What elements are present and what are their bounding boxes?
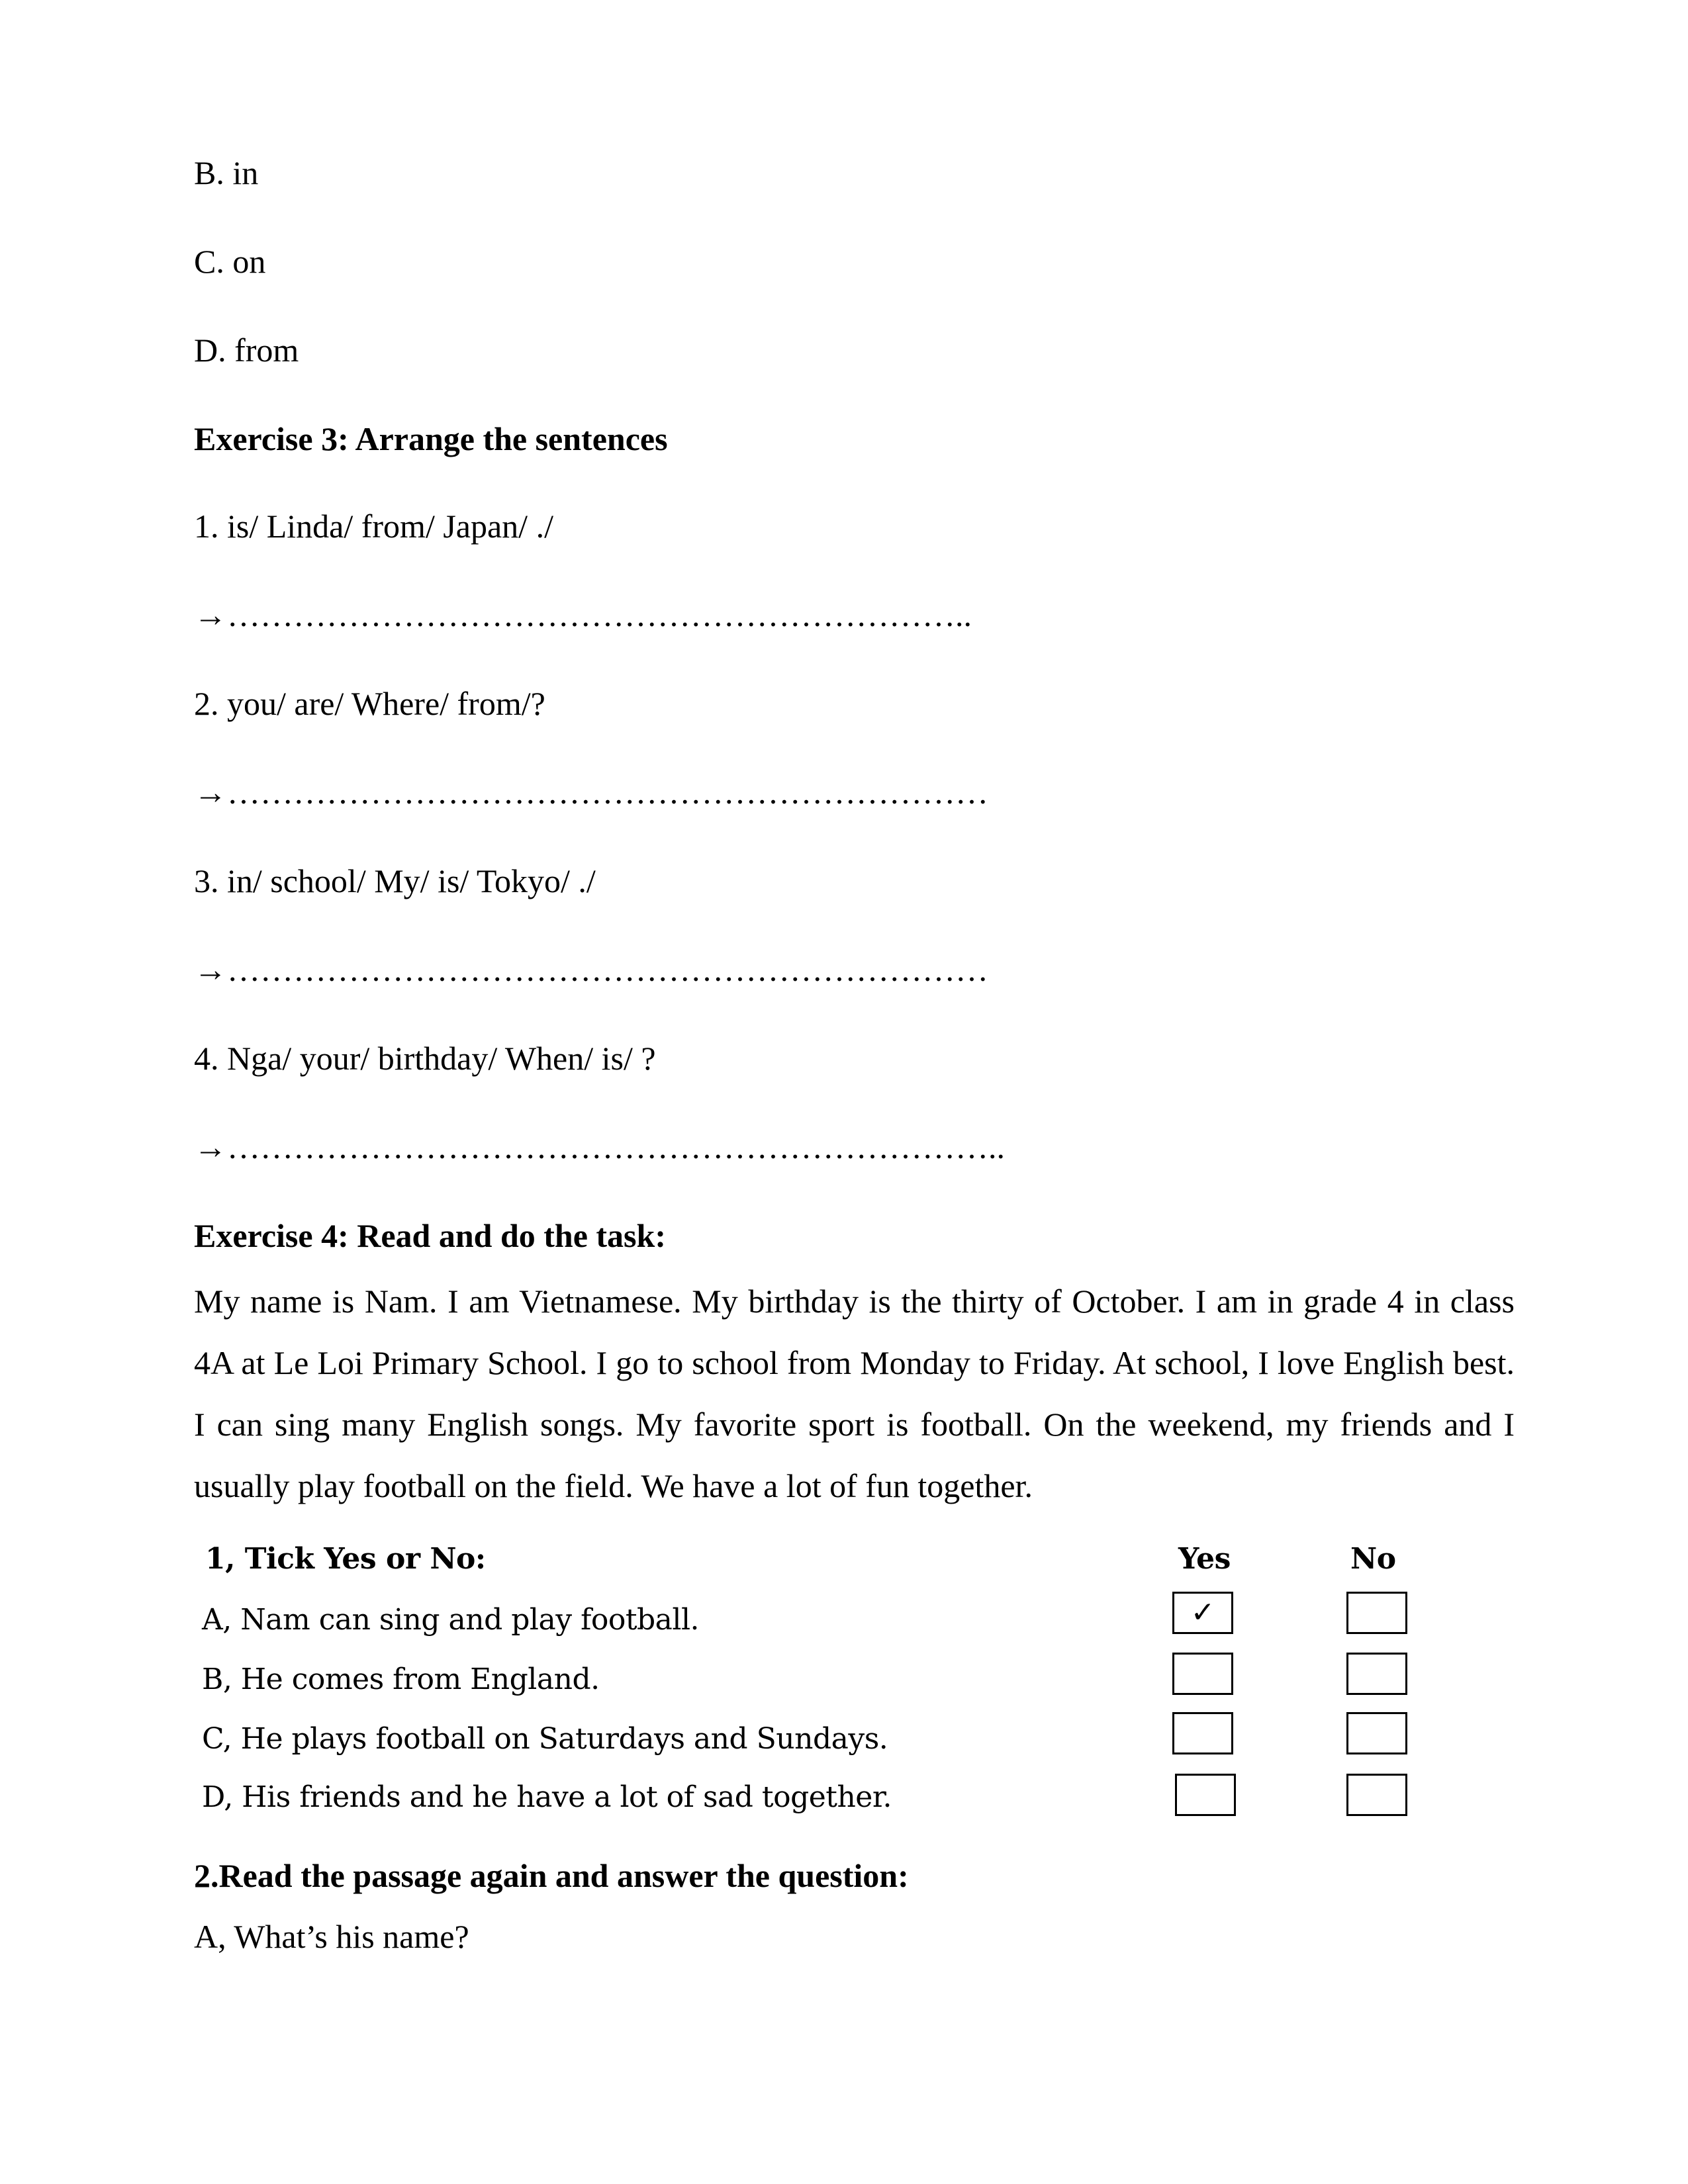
question-task-title: 2.Read the passage again and answer the question: xyxy=(194,1857,909,1894)
reading-passage: My name is Nam. I am Vietnamese. My birthday is the thirty of October. I am in grade 4 in class 4A at Le Loi Primary School. I go to school from Monday to Friday. At school, I love English best. I can sing many English songs. My favorite sport is football. On the weekend, my friends and I usually play football on the field. We have a lot of fun together. xyxy=(194,1283,1515,1504)
exercise3-item-2: 2. you/ are/ Where/ from/? xyxy=(194,685,545,722)
exercise3-title: Exercise 3: Arrange the sentences xyxy=(194,420,668,457)
yes-checkbox-c[interactable] xyxy=(1172,1712,1233,1754)
checkmark-icon: ✓ xyxy=(1190,1596,1215,1629)
no-column-header: No xyxy=(1350,1542,1396,1576)
answer-line-1[interactable]: →………………………………………………………….. xyxy=(194,596,972,633)
question-a: A, What’s his name? xyxy=(194,1918,469,1955)
statement-d: D, His friends and he have a lot of sad together. xyxy=(202,1780,892,1814)
checkmark-icon xyxy=(1174,1655,1231,1693)
yes-checkbox-a[interactable] xyxy=(1172,1592,1233,1634)
checkmark-icon xyxy=(1177,1776,1234,1814)
option-d: D. from xyxy=(194,332,299,369)
no-checkbox-a[interactable] xyxy=(1346,1592,1407,1634)
yes-column-header: Yes xyxy=(1178,1542,1231,1576)
checkmark-icon xyxy=(1348,1594,1405,1632)
tick-task-title: 1, Tick Yes or No: xyxy=(205,1542,486,1576)
checkmark-icon xyxy=(1174,1714,1231,1752)
statement-a: A, Nam can sing and play football. xyxy=(202,1603,700,1637)
checkmark-icon xyxy=(1348,1714,1405,1752)
checkmark-icon xyxy=(1348,1776,1405,1814)
no-checkbox-b[interactable] xyxy=(1346,1653,1407,1695)
no-checkbox-d[interactable] xyxy=(1346,1774,1407,1816)
answer-line-4[interactable]: →…………………………………………………………….. xyxy=(194,1128,1005,1165)
no-checkbox-c[interactable] xyxy=(1346,1712,1407,1754)
exercise4-title: Exercise 4: Read and do the task: xyxy=(194,1217,666,1254)
statement-b: B, He comes from England. xyxy=(202,1662,600,1696)
answer-line-3[interactable]: →…………………………………………………………… xyxy=(194,951,988,988)
yes-checkbox-b[interactable] xyxy=(1172,1653,1233,1695)
checkmark-icon xyxy=(1348,1655,1405,1693)
exercise3-item-4: 4. Nga/ your/ birthday/ When/ is/ ? xyxy=(194,1040,656,1077)
statement-c: C, He plays football on Saturdays and Sundays. xyxy=(202,1722,888,1756)
exercise3-item-1: 1. is/ Linda/ from/ Japan/ ./ xyxy=(194,508,553,545)
answer-line-2[interactable]: →…………………………………………………………… xyxy=(194,774,988,811)
exercise3-item-3: 3. in/ school/ My/ is/ Tokyo/ ./ xyxy=(194,862,596,899)
option-b: B. in xyxy=(194,154,259,191)
option-c: C. on xyxy=(194,243,266,280)
yes-checkbox-d[interactable] xyxy=(1175,1774,1236,1816)
